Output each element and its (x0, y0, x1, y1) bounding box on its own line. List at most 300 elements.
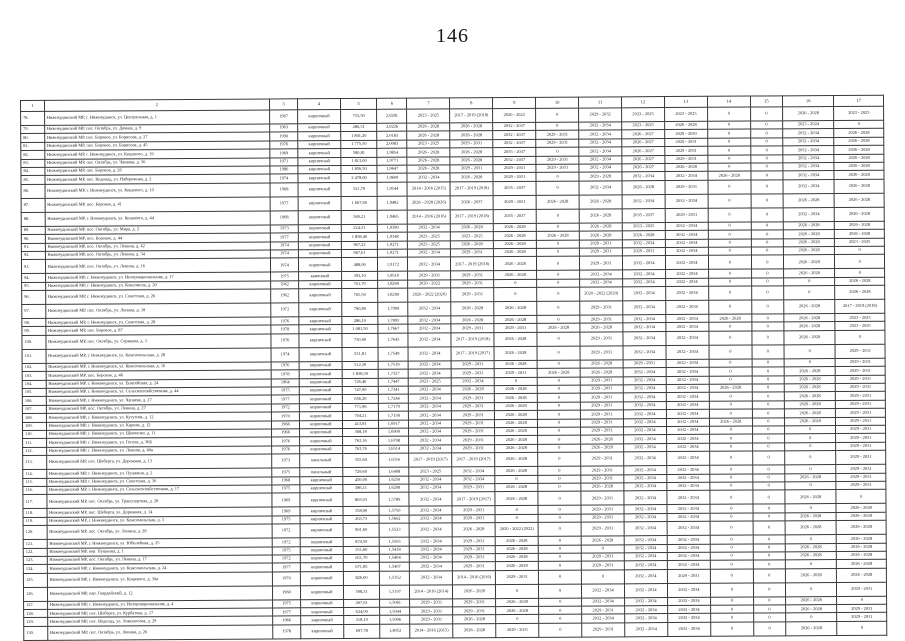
table-cell: 2017 - 2019 (2017) (451, 346, 494, 360)
table-cell: 2032 - 2034 (624, 583, 667, 597)
table-cell: 1977 (270, 197, 298, 211)
table-cell: 1966 (272, 429, 300, 438)
table-cell: 2026 - 2028 (785, 543, 837, 552)
table-cell: 2032 - 2034 (582, 614, 625, 623)
table-cell: 2020 - 2022 (2020) (580, 287, 623, 301)
table-cell: 1,5404 (380, 554, 410, 563)
table-cell: 2026 - 2028 (835, 277, 885, 286)
row-number-cell: 122. (23, 548, 47, 557)
table-cell: 0 (753, 560, 785, 569)
table-cell: 2032 - 2037 (493, 139, 536, 148)
table-cell: кирпичный (298, 149, 341, 158)
table-cell: 2014 - 2016 (2015) (407, 182, 450, 196)
table-cell: 1969 (270, 149, 298, 158)
table-cell: 2026 - 2028 (708, 171, 751, 180)
table-cell: 2026 - 2028 (453, 615, 496, 624)
table-cell: 1,6316 (379, 453, 409, 467)
table-cell: 0 (536, 209, 579, 223)
table-cell: 2029 - 2031 (581, 466, 624, 475)
table-cell: 1,9771 (377, 157, 407, 166)
table-cell: 2032 - 2034 (624, 452, 667, 466)
table-cell: 2032 - 2034 (667, 552, 710, 561)
table-cell: 2032 - 2034 (622, 256, 665, 270)
table-cell: 2032 - 2034 (668, 605, 711, 614)
table-cell: 0 (750, 138, 782, 147)
table-cell: кирпичный (300, 476, 343, 485)
table-cell: 531,81 (342, 347, 379, 361)
table-cell: 393,10 (341, 272, 378, 281)
table-cell: 2032 - 2034 (783, 137, 835, 146)
table-cell: 1,7667 (378, 325, 408, 334)
table-cell: 656,20 (342, 395, 379, 404)
table-cell: 1967 (270, 110, 298, 124)
table-cell: 1,5044 (380, 607, 410, 616)
table-cell: 2029 - 2031 (408, 271, 451, 280)
table-cell: 2032 - 2034 (625, 614, 668, 623)
table-cell: 2026 - 2028 (579, 231, 622, 240)
address-cell: Нижнеудинский МР, пос. Октябрь, ул. Ленина, д. 34 (45, 250, 270, 260)
table-cell: 1976 (271, 317, 299, 326)
table-cell: 2032 - 2034 (667, 465, 710, 474)
table-cell: 0 (537, 360, 580, 369)
table-cell: 2023 - 2025 (835, 238, 885, 247)
table-cell: 2017 - 2019 (2018) (450, 181, 493, 195)
table-cell: 2026 - 2027 (622, 138, 665, 147)
table-cell: 1975 (272, 516, 300, 525)
address-cell: Нижнеудинский МР, пер. Гвардейский, д. 12 (47, 586, 272, 601)
address-cell: Нижнеудинский МР, г. Нижнеудинск, ул. Комсомольская, д. 16 (46, 362, 271, 372)
table-cell: 1962 (271, 289, 299, 303)
table-cell: 2029 - 2031 (493, 164, 536, 173)
table-cell: 0 (538, 505, 581, 514)
table-cell: 0 (496, 584, 539, 598)
table-cell: 2014 - 2016 (2016) (453, 570, 496, 584)
table-cell: 0 (537, 377, 580, 386)
table-cell: 2020 - 2022 (2022) (495, 522, 538, 536)
table-cell: 2032 - 2034 (409, 484, 452, 493)
table-cell: 1972 (272, 555, 300, 564)
table-cell: 1976 (271, 334, 299, 348)
table-cell: 0 (786, 613, 838, 622)
table-cell: 1975 (272, 546, 300, 555)
table-cell: 2026 - 2028 (784, 400, 836, 409)
table-cell: 0 (753, 605, 785, 614)
table-cell: 2026 - 2028 (494, 346, 537, 360)
table-cell: 1,7327 (378, 369, 408, 378)
row-number-cell: 129. (24, 618, 48, 627)
table-cell: 2026 - 2028 (537, 368, 580, 377)
table-cell: 2032 - 2034 (783, 207, 835, 221)
table-cell: 2026 - 2028 (495, 536, 538, 545)
address-cell: Нижнеудинский МР, г. Нижнеудинск, ул. Центральная, д. 1 (44, 110, 269, 125)
table-cell: 2014 - 2016 (2014) (410, 585, 453, 599)
table-cell: 2029 - 2031 (536, 164, 579, 173)
table-cell: 1990 (270, 132, 298, 141)
table-cell: 413,81 (342, 420, 379, 429)
table-cell: 1972 (272, 538, 300, 547)
address-cell: Нижнеудинский МР, пос. Шеберта, ул. Дорожная, д. 13 (46, 454, 271, 469)
address-cell: Нижнеудинский МР, пос. Октябрь, ул. Ленина, д. 28 (47, 524, 272, 539)
table-cell: 2029 - 2031 (579, 239, 622, 248)
table-cell: 0 (708, 208, 751, 222)
address-cell: Нижнеудинский МР, пер. Пушкина, д. 1 (47, 546, 272, 556)
table-cell: 2029 - 2031 (453, 598, 496, 607)
table-cell: 2032 - 2034 (409, 411, 452, 420)
table-cell: 747,00 (342, 386, 379, 395)
table-cell: 2026 - 2028 (837, 551, 887, 560)
table-cell: 2029 - 2031 (836, 400, 886, 409)
address-cell: Нижнеудинский МР, пос. Октябрь, ул. Ленина, д. 17 (47, 555, 272, 565)
table-cell: 2026 - 2028 (581, 483, 624, 492)
table-cell: 2029 - 2031 (452, 402, 495, 411)
address-cell: Нижнеудинский МР, г. Нижнеудинск, ул. Комсомольская, д. 3 (47, 516, 272, 526)
table-cell: кирпичный (298, 241, 341, 250)
address-cell: Нижнеудинский МР, пос. Боровое, д. 26 (45, 166, 270, 176)
table-cell: 2029 - 2031 (580, 385, 623, 394)
table-cell: 0 (709, 345, 752, 359)
row-number-cell: 99. (22, 327, 46, 336)
table-cell: 2029 - 2031 (581, 491, 624, 505)
table-cell: 1977 (273, 608, 301, 617)
table-cell: 2032 - 2034 (667, 513, 710, 522)
table-cell: кирпичный (298, 140, 341, 149)
table-cell: 0 (784, 358, 836, 367)
table-cell: 0 (708, 247, 751, 256)
table-cell: 2032 - 2034 (666, 393, 709, 402)
table-cell: 0 (537, 279, 580, 288)
table-cell: 224,31 (341, 224, 378, 233)
table-cell: 2026 - 2028 (785, 521, 837, 535)
table-cell: 2032 - 2034 (623, 278, 666, 287)
table-cell: 2026 - 2028 (494, 301, 537, 315)
table-cell: 2026 - 2028 (783, 255, 835, 269)
table-cell: 1972 (272, 524, 300, 538)
table-cell: 1977 (270, 233, 298, 242)
table-cell: 2029 - 2031 (452, 444, 495, 453)
column-header-4: 4 (297, 99, 340, 110)
table-cell: 2017 - 2019 (2018) (835, 299, 885, 313)
table-cell: 2017 - 2019 (2018) (450, 209, 493, 223)
table-cell: 2,0281 (377, 109, 407, 123)
table-cell: 1974 (270, 241, 298, 250)
table-cell: 0 (753, 613, 785, 622)
table-cell: 2029 - 2031 (836, 473, 886, 482)
table-cell: 2032 - 2034 (410, 562, 453, 571)
table-cell: 0 (752, 331, 784, 345)
address-cell: Нижнеудинский МР, пос. Октябрь, ул. Транспортная, д. 28 (47, 493, 272, 508)
table-cell: 0 (751, 222, 783, 231)
table-cell: 2026 - 2028 (834, 137, 884, 146)
table-cell: 0 (709, 376, 752, 385)
table-cell: 1974 (270, 250, 298, 259)
table-cell: 2026 - 2028 (2026) (407, 196, 450, 210)
table-cell: 2017 - 2019 (2018) (451, 332, 494, 346)
table-cell: 1,9647 (377, 165, 407, 174)
table-cell: 2032 - 2034 (624, 561, 667, 570)
table-cell: 2026 - 2028 (495, 466, 538, 475)
table-cell: 1,5789 (379, 492, 409, 506)
table-cell: 2029 - 2031 (836, 450, 886, 464)
table-cell: 2026 - 2028 (494, 332, 537, 346)
table-cell: 2029 - 2031 (579, 248, 622, 257)
table-cell: 2032 - 2034 (409, 523, 452, 537)
row-number-cell: 88. (21, 212, 45, 226)
table-cell: 2029 - 2031 (452, 411, 495, 420)
table-cell: 1 081,50 (342, 325, 379, 334)
table-cell: 2026 - 2027 (622, 130, 665, 139)
table-cell: 2026 - 2028 (784, 375, 836, 384)
table-cell: 0 (752, 314, 784, 323)
row-number-cell: 113. (23, 456, 47, 470)
column-header-13: 13 (664, 96, 707, 107)
row-number-cell: 130. (24, 626, 48, 640)
table-cell: 1,5418 (380, 546, 410, 555)
table-cell: 0 (536, 108, 579, 122)
table-cell: 2032 - 2034 (580, 279, 623, 288)
table-cell: 1975 (272, 468, 300, 477)
table-body (21, 106, 887, 640)
table-cell: 2032 - 2034 (622, 239, 665, 248)
table-cell: 2032 - 2034 (667, 561, 710, 570)
table-cell: 2026 - 2028 (495, 411, 538, 420)
table-cell: 1977 (271, 395, 299, 404)
table-cell: 2032 - 2034 (624, 443, 667, 452)
table-cell: 2032 - 2034 (666, 368, 709, 377)
table-cell: 803,03 (343, 493, 380, 507)
row-number-cell: 104. (22, 380, 46, 389)
table-cell: 2032 - 2034 (665, 256, 708, 270)
table-cell: 450,00 (343, 476, 380, 485)
table-cell: 2032 - 2034 (624, 513, 667, 522)
table-cell: 1977 (272, 563, 300, 572)
table-cell: 2026 - 2028 (783, 246, 835, 255)
row-number-cell: 112. (23, 447, 47, 456)
table-cell: 2026 - 2028 (785, 568, 837, 582)
table-cell: 2029 - 2031 (494, 324, 537, 333)
table-cell: 1,9544 (377, 182, 407, 196)
table-cell: 0 (709, 331, 752, 345)
table-cell: 0 (581, 544, 624, 553)
table-cell: 1,5750 (379, 506, 409, 515)
table-cell: 0 (710, 535, 753, 544)
row-number-cell: 127. (24, 601, 48, 610)
table-cell: 2020 - 2022 (2020) (408, 288, 451, 302)
table-cell: 2032 - 2034 (665, 239, 708, 248)
row-number-cell: 83. (21, 159, 45, 168)
table-cell: 2026 - 2028 (495, 553, 538, 562)
table-cell: 2032 - 2034 (410, 554, 453, 563)
table-cell: 2026 - 2028 (783, 230, 835, 239)
table-cell: 2026 - 2028 (579, 209, 622, 223)
table-cell: 2029 - 2031 (410, 615, 453, 624)
table-cell: 2026 - 2028 (496, 606, 539, 615)
table-cell: кирпичный (300, 546, 343, 555)
row-number-cell: 106. (22, 397, 46, 406)
table-cell: 1975 (271, 272, 299, 281)
table-cell: 2029 - 2031 (581, 522, 624, 536)
address-cell: Нижнеудинский МР, г. Нижнеудинск, ул. Енисейская, д. 24 (46, 379, 271, 389)
table-cell: 1976 (272, 437, 300, 446)
table-cell: 2017 - 2019 (2017) (452, 453, 495, 467)
address-cell: Нижнеудинский МР, г. Нижнеудинск, ул. Интернациональная, д. 4 (47, 600, 272, 610)
table-cell: 2023 - 2025 (407, 140, 450, 149)
table-cell: 0 (538, 491, 581, 505)
table-cell: 2029 - 2031 (536, 156, 579, 165)
table-cell: 2026 - 2028 (709, 418, 752, 427)
table-cell: кирпичный (299, 370, 342, 379)
address-cell: Нижнеудинский МР, г. Нижнеудинск, ул. Комсомола, д. 20 (45, 281, 270, 291)
address-cell: Нижнеудинский МР, г. Нижнеудинск, ул. Комсомольская, д. 28 (46, 348, 271, 363)
table-cell: кирпичный (299, 403, 342, 412)
table-cell: 0 (539, 615, 582, 624)
row-number-cell: 82. (21, 151, 45, 160)
table-cell: 0 (751, 255, 783, 269)
table-cell: 2032 - 2034 (624, 474, 667, 483)
table-cell: 2032 - 2034 (667, 482, 710, 491)
table-cell: 2029 - 2031 (836, 481, 886, 490)
table-cell: 2032 - 2034 (623, 376, 666, 385)
table-cell: 1 813,00 (341, 157, 378, 166)
table-cell: 0 (709, 401, 752, 410)
table-cell: 2029 - 2031 (835, 344, 885, 358)
table-cell: 2032 - 2034 (667, 521, 710, 535)
table-cell: 2026 - 2028 (495, 427, 538, 436)
table-cell: 2032 - 2034 (623, 287, 666, 301)
table-cell: 2032 - 2034 (783, 162, 835, 171)
table-cell: 2026 - 2028 (451, 316, 494, 325)
table-cell: 2026 - 2028 (452, 386, 495, 395)
table-cell: 2026 - 2028 (452, 523, 495, 537)
table-cell: 2029 - 2031 (836, 425, 886, 434)
table-cell: 2029 - 2031 (493, 173, 536, 182)
table-cell: 2032 - 2034 (666, 435, 709, 444)
table-cell: 2029 - 2031 (836, 375, 886, 384)
row-number-cell: 90. (21, 234, 45, 243)
table-cell: 0 (538, 452, 581, 466)
table-cell: 2026 - 2028 (580, 360, 623, 369)
table-cell: каменный (298, 272, 341, 281)
table-cell: 1,5197 (380, 585, 410, 599)
table-cell: кирпичный (301, 616, 344, 625)
table-cell: 2026 - 2028 (784, 384, 836, 393)
table-cell: 2032 - 2034 (666, 401, 709, 410)
table-cell: 2029 - 2031 (536, 139, 579, 148)
table-cell: 2029 - 2031 (581, 474, 624, 483)
table-cell: 2032 - 2034 (666, 323, 709, 332)
table-cell: 2026 - 2028 (493, 223, 536, 232)
table-cell: 0 (537, 394, 580, 403)
table-cell: 0 (708, 180, 751, 194)
table-cell: кирпичный (298, 249, 341, 258)
table-cell: 0 (539, 606, 582, 615)
row-number-cell: 79. (21, 125, 45, 134)
row-number-cell: 102. (22, 363, 46, 372)
table-cell: 2032 - 2034 (666, 300, 709, 314)
table-cell: 1976 (271, 362, 299, 371)
table-cell: 2032 - 2034 (582, 597, 625, 606)
table-cell: 1,7539 (378, 361, 408, 370)
table-cell: 1966 (271, 420, 299, 429)
address-cell: Нижнеудинский МР, г. Нижнеудинск, ул. Гоголя, д. 36Б (46, 437, 271, 447)
table-cell: 2029 - 2031 (581, 553, 624, 562)
table-cell: 2026 - 2028 (537, 324, 580, 333)
table-cell: 2029 - 2031 (452, 484, 495, 493)
table-cell: 1,5503 (380, 537, 410, 546)
table-cell: 2032 - 2034 (452, 475, 495, 484)
table-cell: 2026 - 2028 (494, 360, 537, 369)
table-cell: 2026 - 2028 (786, 621, 838, 635)
address-cell: Нижнеудинский МР, пос. Октябрь, ул. Чапаева, д. 30 (44, 158, 269, 168)
table-cell: 0 (753, 482, 785, 491)
table-cell: кирпичный (298, 132, 341, 141)
table-cell: кирпичный (298, 124, 341, 133)
column-header-6: 6 (377, 98, 407, 109)
table-cell: 2026 - 2028 (407, 156, 450, 165)
table-cell: 1,6208 (379, 484, 409, 493)
table-cell: 1 775,50 (341, 140, 378, 149)
table-cell: 2029 - 2031 (836, 417, 886, 426)
table-cell: 2032 - 2034 (624, 569, 667, 583)
row-number-cell: 100. (22, 335, 46, 349)
table-cell: 874,50 (343, 537, 380, 546)
table-cell: 2029 - 2031 (452, 419, 495, 428)
table-cell: 0 (537, 346, 580, 360)
table-cell: кирпичный (298, 258, 341, 272)
address-cell: Нижнеудинский МР, пос. Октябрь, ул. Серикова, д. 3 (46, 334, 271, 349)
table-cell: 0 (751, 238, 783, 247)
table-cell: 0 (538, 475, 581, 484)
table-cell: 2029 - 2031 (452, 537, 495, 546)
table-cell: 2026 - 2028 (837, 568, 887, 582)
table-cell: кирпичный (299, 437, 342, 446)
table-cell: 2032 - 2034 (409, 419, 452, 428)
table-cell: 2020 - 2022 (493, 108, 536, 122)
table-cell: 0 (752, 401, 784, 410)
table-cell: 2029 - 2031 (836, 408, 886, 417)
table-cell: 2023 - 2025 (835, 313, 885, 322)
table-cell: кирпичный (300, 493, 343, 507)
table-cell: 0 (536, 172, 579, 181)
table-cell: 1,9348 (378, 232, 408, 241)
table-cell: 2032 - 2034 (452, 377, 495, 386)
table-cell: 0 (752, 367, 784, 376)
table-cell: 2017 - 2019 (2018) (451, 257, 494, 271)
address-cell: Нижнеудинский МР, пос. Октябрь, ул. Ленина, д. 18 (45, 303, 270, 318)
table-cell: 2032 - 2034 (666, 345, 709, 359)
column-header-12: 12 (621, 97, 664, 108)
table-cell: 2032 - 2034 (408, 257, 451, 271)
table-cell: 0 (708, 194, 751, 208)
table-cell: 2029 - 2031 (581, 561, 624, 570)
table-cell: 2026 - 2028 (709, 384, 752, 393)
table-cell: 0 (707, 121, 750, 130)
table-cell: 2029 - 2031 (580, 393, 623, 402)
table-cell: 2029 - 2031 (582, 623, 625, 637)
table-cell: 2026 - 2028 (451, 240, 494, 249)
table-cell: 598,31 (343, 585, 380, 599)
table-cell: 0 (753, 552, 785, 561)
table-cell: 2023 - 2025 (408, 232, 451, 241)
table-cell: 0 (751, 146, 783, 155)
table-cell: 2029 - 2031 (452, 436, 495, 445)
table-cell: 0 (752, 409, 784, 418)
table-cell: 2032 - 2034 (665, 247, 708, 256)
table-cell: 2032 - 2034 (667, 535, 710, 544)
table-cell: 2029 - 2031 (581, 452, 624, 466)
table-cell: 2023 - 2025 (622, 122, 665, 131)
table-cell: 2029 - 2031 (836, 464, 886, 473)
table-cell: 0 (538, 522, 581, 536)
